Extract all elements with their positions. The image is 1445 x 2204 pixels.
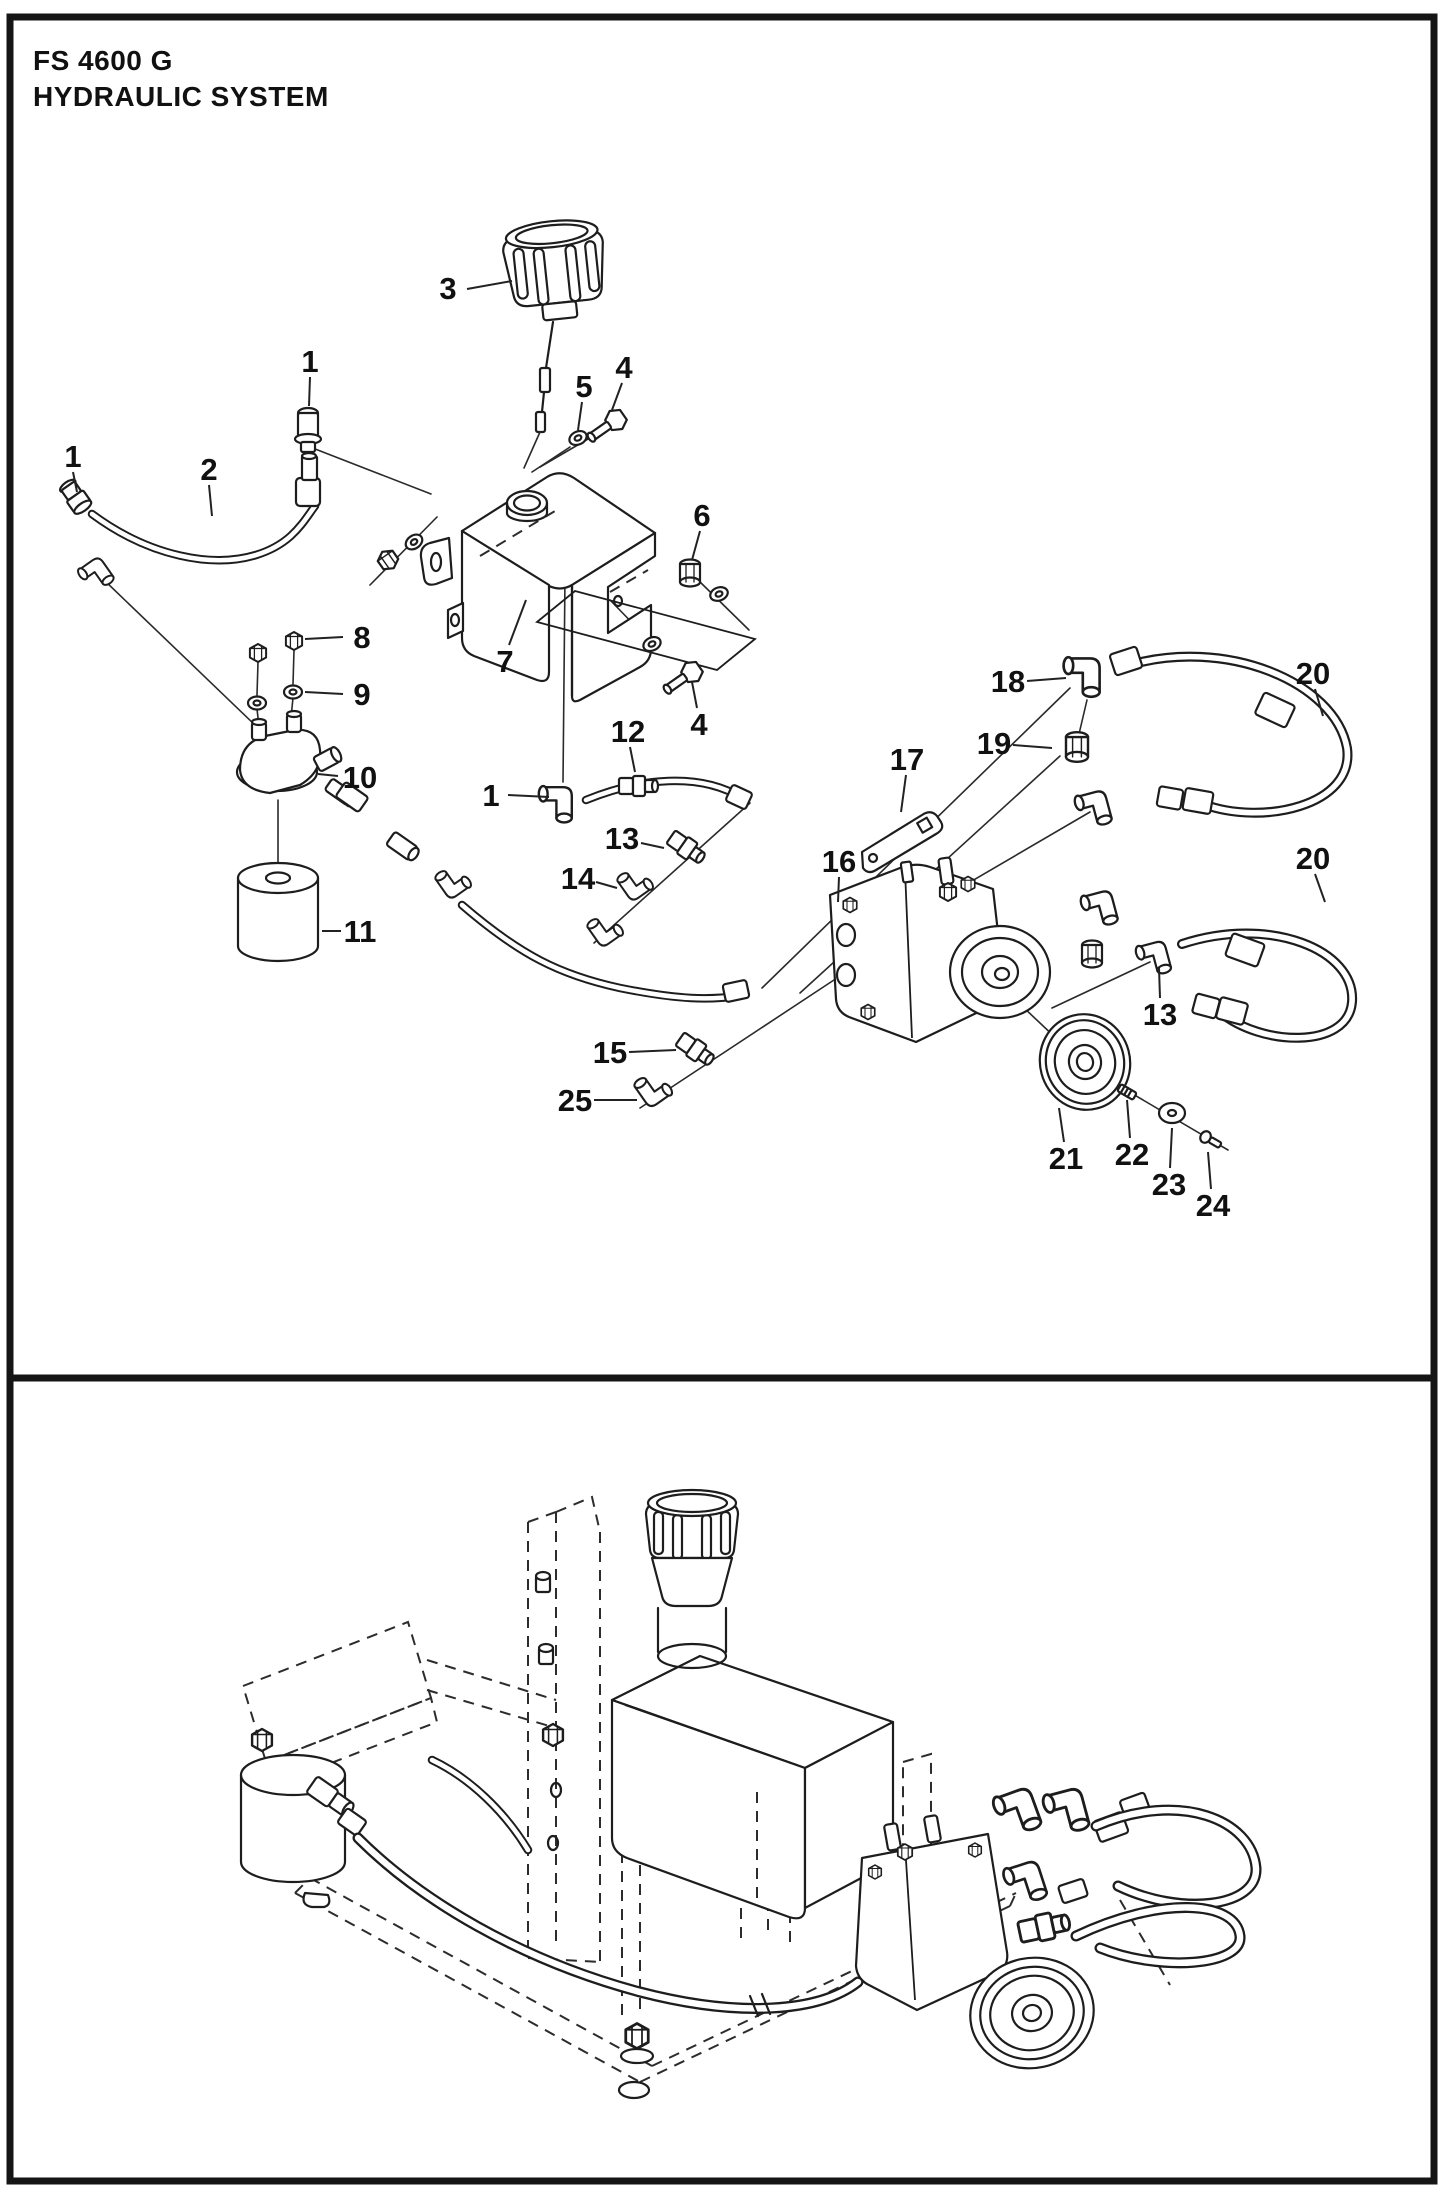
part-5-washer (567, 428, 589, 447)
part-9-washer (284, 686, 302, 699)
callout-label-15: 15 (592, 1035, 628, 1070)
callout-label-1: 1 (301, 344, 319, 379)
part-3-reservoir-cap (501, 216, 611, 324)
assembled-tank (612, 1490, 893, 1918)
callout-leader-line (1315, 874, 1325, 902)
callout-leader-line (309, 377, 310, 406)
part-22-set-screw (1117, 1084, 1137, 1100)
part-15-fitting (674, 1031, 717, 1070)
callout-label-3: 3 (439, 271, 457, 306)
callout-leader-line (305, 692, 343, 694)
part-21-pulley (1029, 1004, 1141, 1120)
part-14-elbow (616, 863, 655, 903)
callout-leader-line (630, 747, 635, 772)
part-20-hose-lower (1079, 889, 1352, 1038)
callout-label-2: 2 (200, 452, 218, 487)
callout-label-13: 13 (1142, 997, 1178, 1032)
part-12-hose-assembly (539, 776, 753, 822)
callout-label-14: 14 (560, 861, 596, 896)
callout-leader-line (596, 882, 617, 888)
part-7-reservoir-tank (375, 473, 655, 701)
page-title-model: FS 4600 G (33, 45, 173, 76)
part-1-fitting-top (295, 408, 321, 452)
dipstick (524, 322, 553, 468)
callout-label-24: 24 (1195, 1188, 1231, 1223)
callout-leader-line (305, 637, 343, 639)
callout-leader-line (838, 877, 839, 902)
callout-label-10: 10 (342, 760, 378, 795)
return-hose-assembly (335, 782, 749, 1110)
part-11-filter (238, 800, 318, 961)
part-4-bolt-top (583, 406, 630, 448)
callout-leader-line (629, 1050, 676, 1052)
part-9-washer (248, 697, 266, 710)
callout-label-13: 13 (604, 821, 640, 856)
page-title-system: HYDRAULIC SYSTEM (33, 81, 329, 112)
callout-label-12: 12 (610, 714, 646, 749)
part-12-fitting (619, 776, 658, 796)
callout-label-25: 25 (557, 1083, 593, 1118)
callout-label-9: 9 (353, 677, 371, 712)
callout-label-21: 21 (1048, 1141, 1084, 1176)
callout-label-22: 22 (1114, 1137, 1150, 1172)
callout-leader-line (1159, 968, 1160, 998)
assembled-view-artwork (241, 1490, 1256, 2098)
callout-leader-line (1027, 678, 1066, 681)
callout-leader-line (641, 843, 664, 848)
part-18-elbow (1064, 657, 1100, 697)
callout-leader-line (1059, 1108, 1064, 1142)
hose2-elbow-body (296, 478, 320, 506)
callout-label-20: 20 (1295, 841, 1331, 876)
callout-label-4: 4 (690, 707, 708, 742)
callout-leader-line (467, 281, 512, 289)
part-25-elbow (633, 1067, 674, 1109)
part-1-elbow-left (76, 555, 115, 595)
callout-leader-line (1208, 1152, 1211, 1189)
callout-label-6: 6 (693, 498, 711, 533)
part-13-elbow (1134, 939, 1172, 979)
callout-label-17: 17 (889, 742, 925, 777)
part-1-elbow-tank (539, 786, 572, 822)
assembled-pump (856, 1785, 1256, 2079)
callout-label-20: 20 (1295, 656, 1331, 691)
callout-leader-line (1013, 745, 1052, 748)
callout-label-4: 4 (615, 350, 633, 385)
callout-leader-line (578, 402, 582, 430)
part-23-washer (1159, 1103, 1185, 1123)
callout-label-16: 16 (821, 844, 857, 879)
callout-label-23: 23 (1151, 1167, 1187, 1202)
callout-leader-line (1170, 1128, 1172, 1168)
hose-end-elbow (586, 909, 625, 949)
callout-label-5: 5 (575, 369, 593, 404)
callout-label-19: 19 (976, 726, 1012, 761)
callout-leader-line (692, 531, 700, 560)
callout-leader-line (692, 682, 697, 708)
callout-label-1: 1 (482, 778, 500, 813)
callout-leader-line (901, 775, 906, 812)
callout-leader-line (1127, 1100, 1130, 1138)
part-19-nut (1066, 732, 1088, 762)
callout-leader-line (612, 383, 622, 410)
part-4-bolt-bottom (659, 658, 706, 700)
callout-label-1: 1 (64, 439, 82, 474)
part-24-screw (1198, 1129, 1223, 1150)
callout-leader-line (318, 774, 338, 776)
part-13-fitting (665, 829, 708, 868)
callout-leader-line (209, 485, 212, 516)
callout-label-11: 11 (343, 914, 377, 949)
part-16-pump (830, 857, 1050, 1042)
callout-label-7: 7 (496, 644, 514, 679)
callout-label-18: 18 (990, 664, 1026, 699)
callout-label-8: 8 (353, 620, 371, 655)
assembled-filter (241, 1755, 367, 1907)
